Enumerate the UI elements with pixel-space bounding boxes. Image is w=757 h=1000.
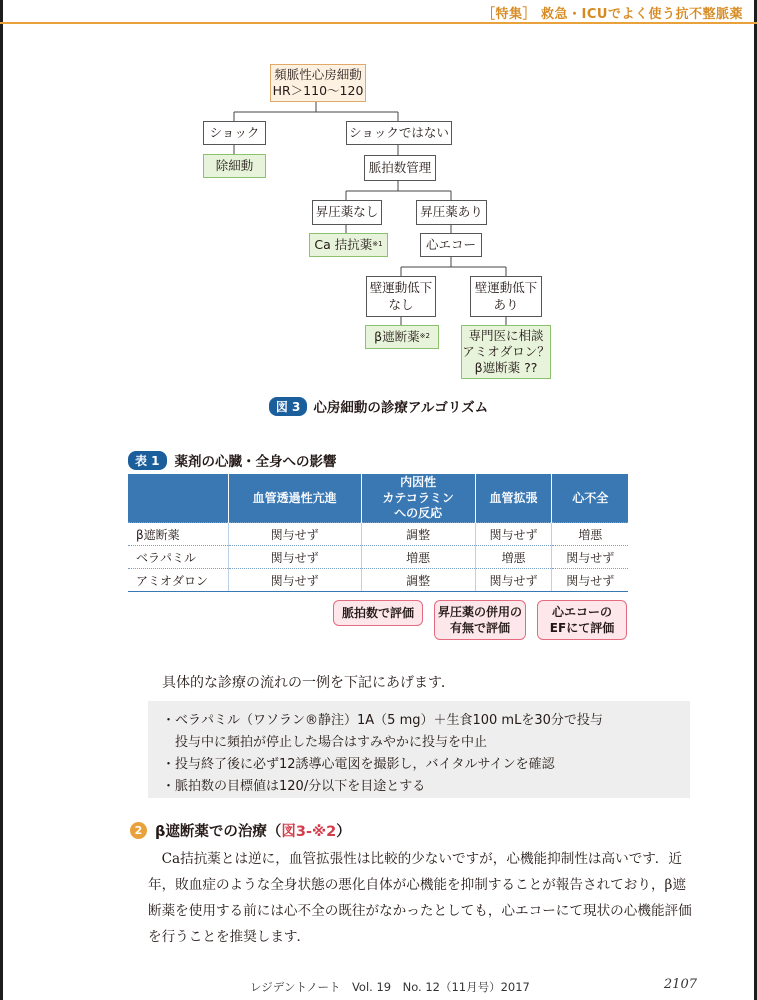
body-paragraph <box>148 846 693 950</box>
table-header-cell: 血管透過性亢進 <box>228 475 361 523</box>
beta-blocker-note: ※2 <box>419 332 430 341</box>
node-defibrillation: 除細動 <box>203 154 266 178</box>
figure-reference[interactable]: 図3-※2 <box>281 824 337 840</box>
eval-rate: 脈拍数で評価 <box>333 600 423 626</box>
table-cell: 関与せず <box>228 523 361 546</box>
ca-blocker-note: ※1 <box>372 240 383 249</box>
page-number: 2107 <box>663 977 697 992</box>
example-line: ・投与終了後に必ず12誘導心電図を撮影し，バイタルサインを確認 <box>162 757 555 772</box>
node-rate-control: 脈拍数管理 <box>364 155 436 181</box>
journal-citation: レジデントノート Vol. 19 No. 12（11月号）2017 <box>250 980 530 994</box>
table-header-cell: 血管拡張 <box>475 475 552 523</box>
node-ca-blocker <box>309 233 388 257</box>
table-header-cell: 心不全 <box>552 475 628 523</box>
table-cell: β遮断薬 <box>128 523 228 546</box>
table-header-row <box>128 475 628 523</box>
example-line: ・脈拍数の目標値は120/分以下を目途とする <box>162 779 426 794</box>
node-specialist-consult: 専門医に相談 アミオダロン？ β遮断薬 ?? <box>461 325 551 379</box>
table-row <box>128 546 628 569</box>
node-no-wall-motion-decrease: 壁運動低下 なし <box>366 276 436 317</box>
paragraph-line: 断薬を使用する前には心不全の既往がなかったとしても，心エコーにて現状の心機能評価 <box>148 903 692 919</box>
table-cell: 関与せず <box>228 569 361 592</box>
table-cell: 関与せず <box>475 523 552 546</box>
table-cell: 増悪 <box>552 523 628 546</box>
beta-blocker-label: β遮断薬 <box>374 328 420 344</box>
example-line: ・ベラパミル（ワソラン®静注）1A（5 mg）＋生食100 mLを30分で投与 <box>162 713 603 728</box>
eval-echo-ef: 心エコーの EFにて評価 <box>537 600 627 640</box>
paragraph-line: 年，敗血症のような全身状態の悪化自体が心機能を抑制することが報告されており，β遮 <box>148 877 687 893</box>
table-header-cell: 内因性 カテコラミン への反応 <box>361 475 475 523</box>
figure-title: 心房細動の診療アルゴリズム <box>313 400 489 416</box>
paragraph-line: Ca拮抗薬とは逆に，血管拡張性は比較的少ないですが，心機能抑制性は高いです．近 <box>148 851 682 867</box>
section-number: 2 <box>130 822 147 839</box>
section-title <box>155 820 351 841</box>
example-line: 投与中に頻拍が停止した場合はすみやかに投与を中止 <box>162 735 488 750</box>
table-cell: ベラパミル <box>128 546 228 569</box>
section-title-close: ） <box>336 824 351 840</box>
ca-blocker-label: Ca 拮抗薬 <box>314 236 373 252</box>
af-algorithm-flowchart <box>0 0 757 420</box>
table-cell: アミオダロン <box>128 569 228 592</box>
table-header-cell <box>128 475 228 523</box>
table-title: 薬剤の心臓・全身への影響 <box>174 454 337 470</box>
table-cell: 調整 <box>361 523 475 546</box>
node-af-start: 頻脈性心房細動 HR＞110〜120 <box>270 64 366 102</box>
figure-badge: 図 3 <box>269 397 308 416</box>
table-caption <box>128 450 337 470</box>
table-cell: 関与せず <box>475 569 552 592</box>
eval-vasopressor: 昇圧薬の併用の 有無で評価 <box>434 600 526 640</box>
table-cell: 増悪 <box>361 546 475 569</box>
node-shock: ショック <box>203 121 266 145</box>
table-cell: 増悪 <box>475 546 552 569</box>
table-cell: 関与せず <box>552 546 628 569</box>
node-no-shock: ショックではない <box>346 121 452 145</box>
paragraph-line: を行うことを推奨します． <box>148 929 311 945</box>
table-row <box>128 523 628 546</box>
node-wall-motion-decrease: 壁運動低下 あり <box>470 276 542 317</box>
node-echo: 心エコー <box>420 233 482 257</box>
table-cell: 関与せず <box>552 569 628 592</box>
node-beta-blocker <box>365 325 439 349</box>
table-badge: 表 1 <box>128 451 167 470</box>
intro-text: 具体的な診療の流れの一例を下記にあげます． <box>162 675 455 691</box>
section-title-text: β遮断薬での治療（ <box>155 824 282 840</box>
table-cell: 関与せず <box>228 546 361 569</box>
node-vasopressor: 昇圧薬あり <box>416 200 487 225</box>
figure-caption <box>0 396 757 416</box>
node-no-vasopressor: 昇圧薬なし <box>312 200 382 225</box>
table-row <box>128 569 628 592</box>
drug-effects-table <box>128 474 628 592</box>
table-cell: 調整 <box>361 569 475 592</box>
running-header-text: ［特集］ 救急・ICUでよく使う抗不整脈薬 <box>482 7 743 22</box>
section-heading <box>130 820 351 841</box>
